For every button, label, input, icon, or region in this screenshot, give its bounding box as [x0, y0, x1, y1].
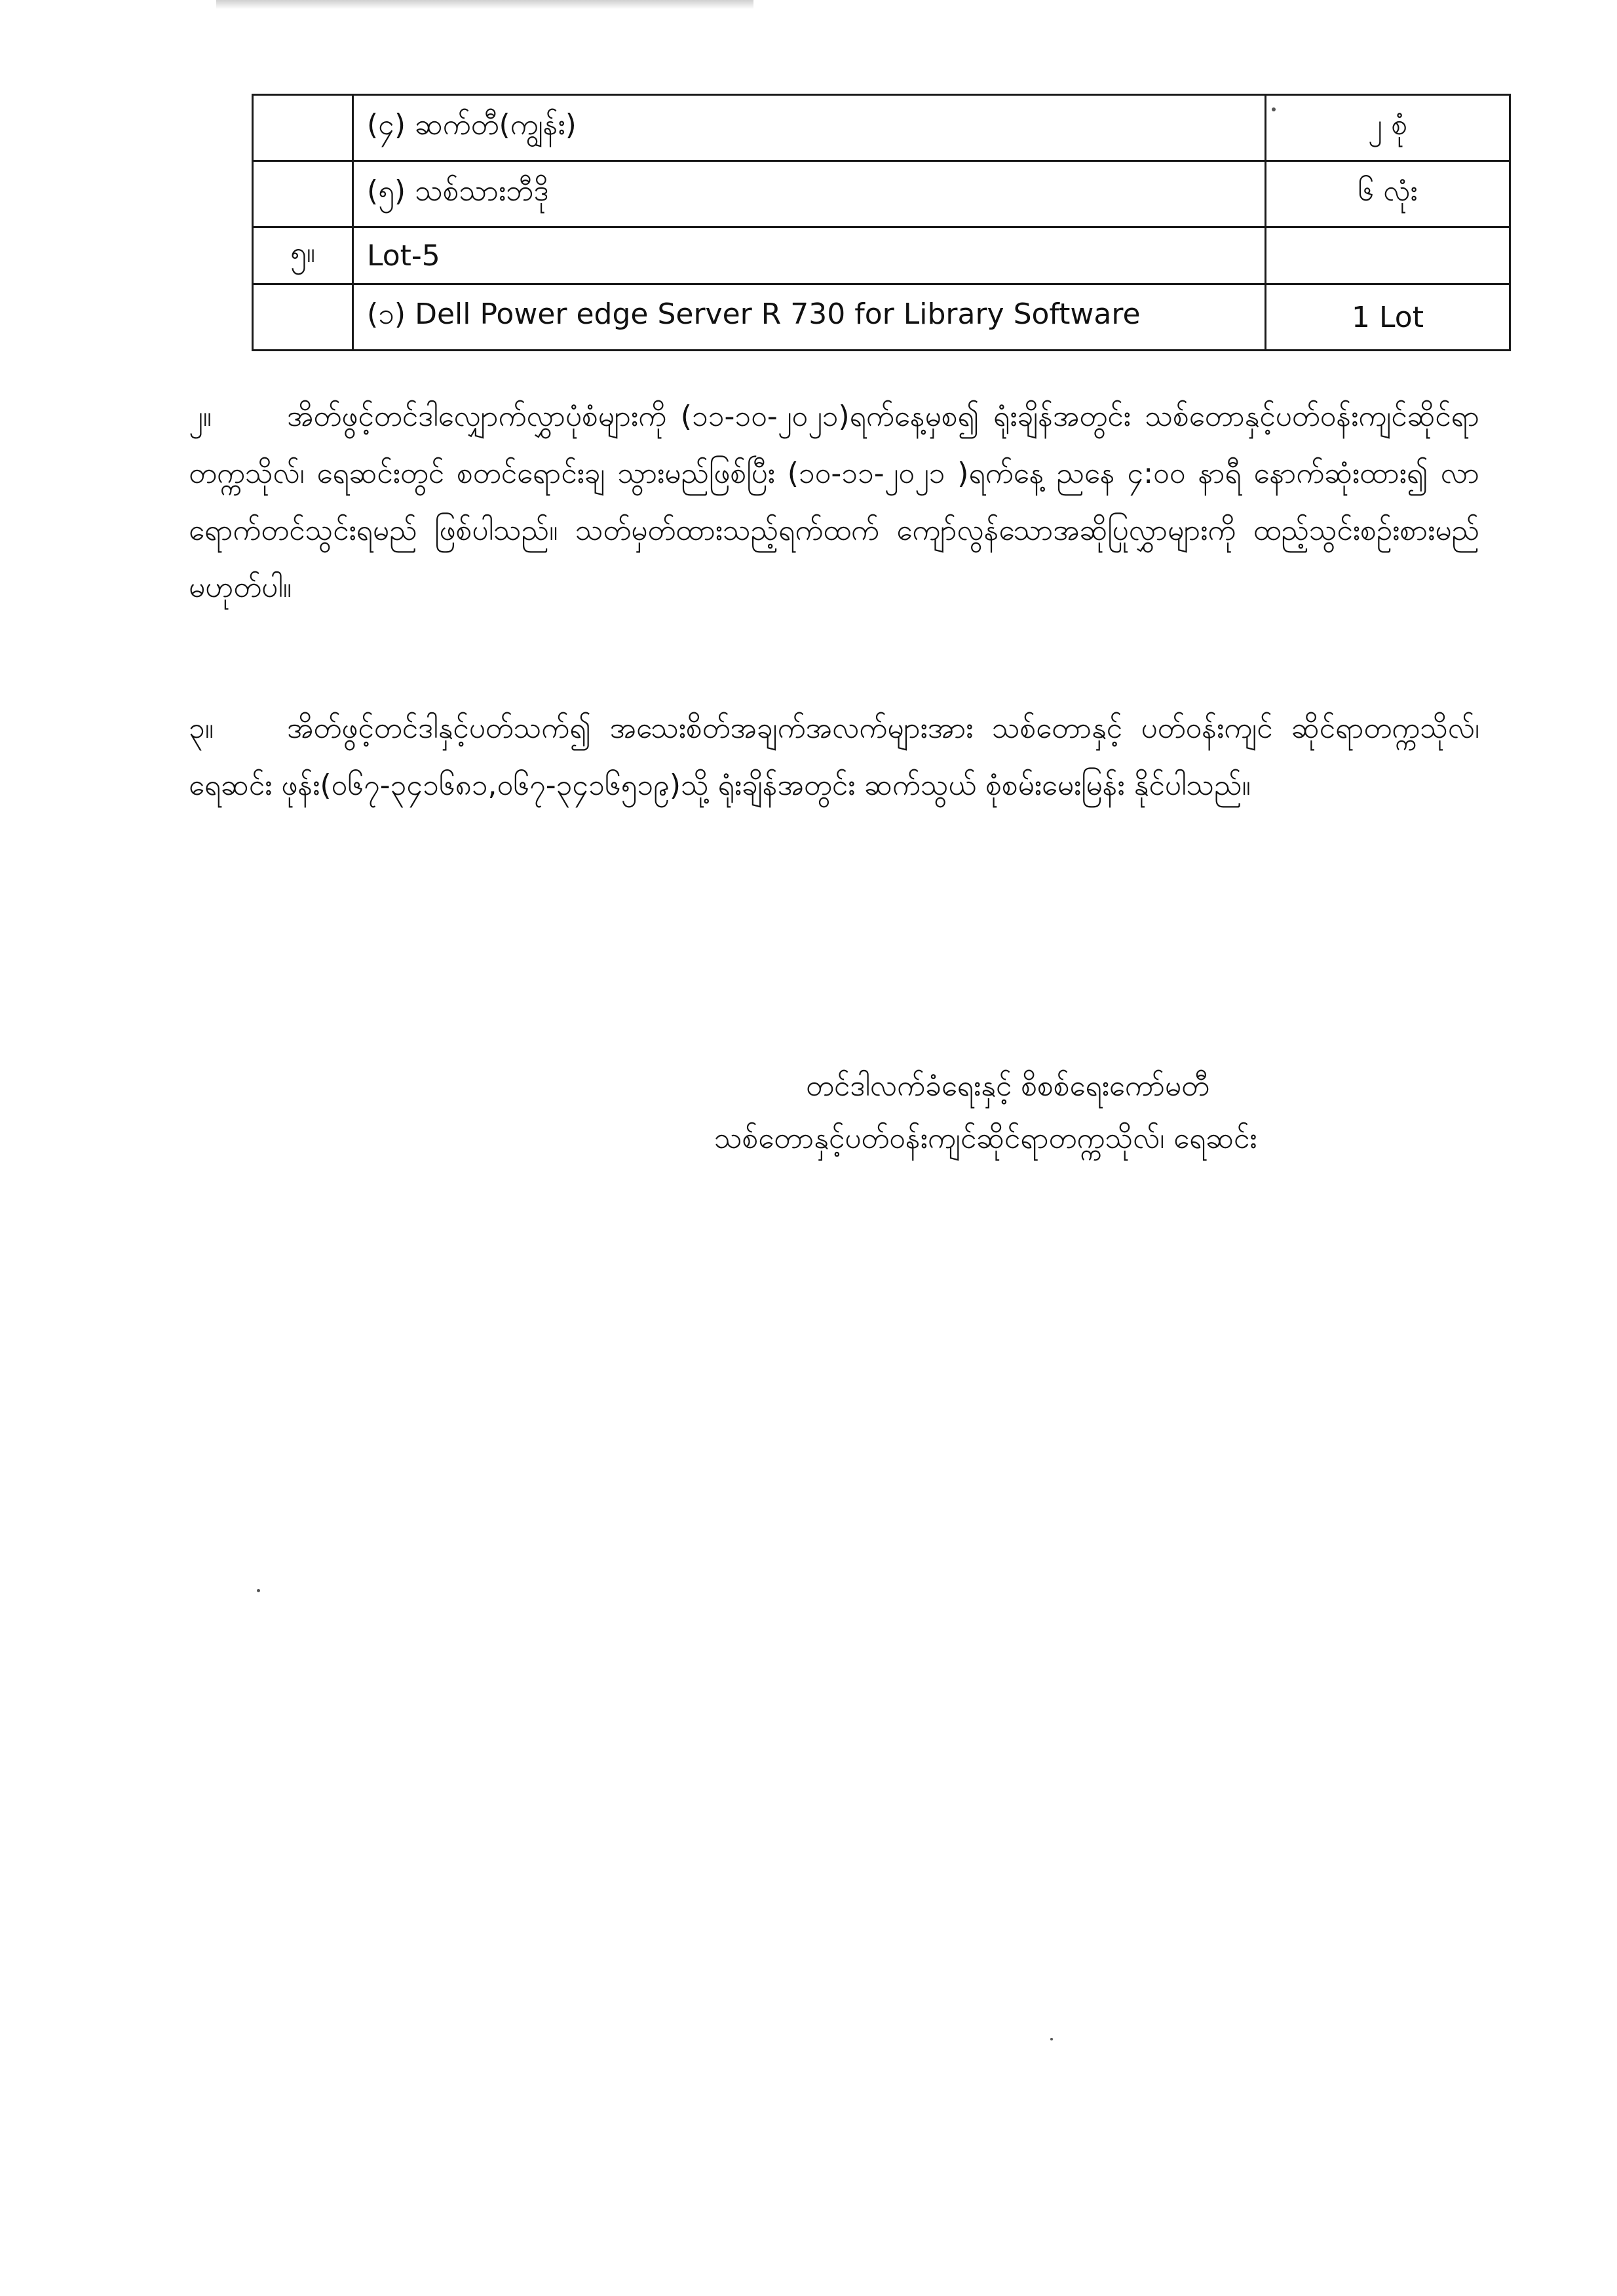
scan-speck [1050, 2038, 1053, 2040]
item-quantity: 1 Lot [1266, 284, 1510, 351]
table-row [253, 161, 1510, 227]
item-quantity: ၂ စုံ [1266, 95, 1510, 161]
row-number: ၅။ [253, 227, 353, 284]
paragraph-number: ၃။ [189, 712, 214, 745]
item-quantity [1266, 227, 1510, 284]
table-row [253, 227, 1510, 284]
item-description: (၄) ဆက်တီ(ကျွန်း) [353, 95, 1266, 161]
committee-name: တင်ဒါလက်ခံရေးနှင့် စိစစ်ရေးကော်မတီ [806, 1069, 1209, 1103]
paragraph-text: အိတ်ဖွင့်တင်ဒါနှင့်ပတ်သက်၍ အသေးစိတ်အချက်အလက်များအား သစ်တောနှင့် ပတ်ဝန်းကျင် ဆိုင်ရာတက္ကသိုလ်၊ ရေဆင်း ဖုန်း(၀၆၇-၃၄၁၆၈၁,၀၆၇-၃၄၁၆၅၁၉)သို့ ရုံးချိန်အတွင်း ဆက်သွယ် စုံစမ်းမေးမြန်း နိုင်ပါသည်။ [189, 712, 1479, 802]
items-table [252, 94, 1511, 351]
item-description: Lot-5 [353, 227, 1266, 284]
item-description: (၅) သစ်သားဘီဒို [353, 161, 1266, 227]
item-quantity: ၆ လုံး [1266, 161, 1510, 227]
row-number [253, 284, 353, 351]
item-description: (၁) Dell Power edge Server R 730 for Library Software [353, 284, 1266, 351]
paragraph-text: အိတ်ဖွင့်တင်ဒါလျှောက်လွှာပုံစံများကို (၁၁-၁၀-၂၀၂၁)ရက်နေ့မှစ၍ ရုံးချိန်အတွင်း သစ်တောနှင့်ပတ်ဝန်းကျင်ဆိုင်ရာတက္ကသိုလ်၊ ရေဆင်းတွင် စတင်ရောင်းချ သွားမည်ဖြစ်ပြီး (၁၀-၁၁-၂၀၂၁ )ရက်နေ့ ညနေ ၄:၀၀ နာရီ နောက်ဆုံးထား၍ လာရောက်တင်သွင်းရမည် ဖြစ်ပါသည်။ သတ်မှတ်ထားသည့်ရက်ထက် ကျော်လွန်သောအဆိုပြုလွှာများကို ထည့်သွင်းစဉ်းစားမည် မဟုတ်ပါ။ [189, 400, 1479, 604]
scan-smudge [216, 0, 753, 9]
signature-block [701, 1060, 1481, 1165]
paragraph-3 [189, 700, 1479, 814]
row-number [253, 95, 353, 161]
scan-speck [1272, 107, 1276, 111]
table-row [253, 95, 1510, 161]
row-number [253, 161, 353, 227]
paragraph-number: ၂။ [189, 400, 212, 433]
institution-name: သစ်တောနှင့်ပတ်ဝန်းကျင်ဆိုင်ရာတက္ကသိုလ်၊ ရေဆင်း [714, 1122, 1257, 1155]
paragraph-2 [189, 388, 1479, 616]
scan-speck [257, 1589, 260, 1592]
table-row [253, 284, 1510, 351]
